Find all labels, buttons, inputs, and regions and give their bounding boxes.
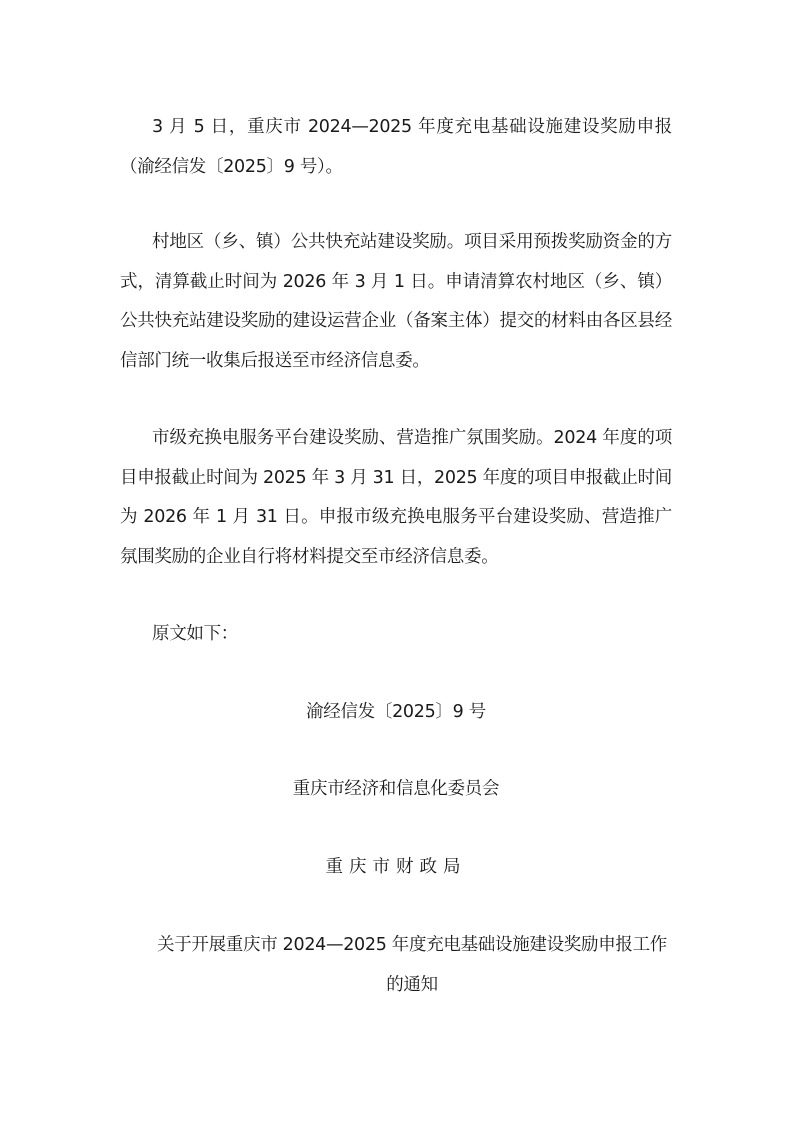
issuer-economy-commission: 重庆市经济和信息化委员会	[292, 779, 500, 799]
paragraph-intro: 3 月 5 日，重庆市 2024—2025 年度充电基础设施建设奖励申报（渝经信发〔2025〕9 号）。	[120, 117, 672, 177]
issuer-finance-bureau: 重庆市财政局	[325, 856, 467, 877]
paragraph-rural-charging: 村地区（乡、镇）公共快充站建设奖励。项目采用预拨奖励资金的方式，清算截止时间为 2026 年 3 月 1 日。申请清算农村地区（乡、镇）公共快充站建设奖励的建设运营企业（备案主体）提交的材料由各区县经信部门统一收集后报送至市经济信息委。	[120, 232, 672, 371]
notice-title-line-1: 关于开展重庆市 2024—2025 年度充电基础设施建设奖励申报工作	[157, 935, 667, 955]
document-page	[120, 108, 672, 1005]
notice-title-line-2: 的通知	[386, 975, 438, 995]
paragraph-platform-award: 市级充换电服务平台建设奖励、营造推广氛围奖励。2024 年度的项目申报截止时间为 2025 年 3 月 31 日，2025 年度的项目申报截止时间为 2026 年 1 月 31 日。申报市级充换电服务平台建设奖励、营造推广氛围奖励的企业自行将材料提交至市经济信息委。	[120, 428, 672, 567]
paragraph-original-text-label: 原文如下：	[152, 624, 238, 644]
document-number: 渝经信发〔2025〕9 号	[306, 701, 486, 722]
